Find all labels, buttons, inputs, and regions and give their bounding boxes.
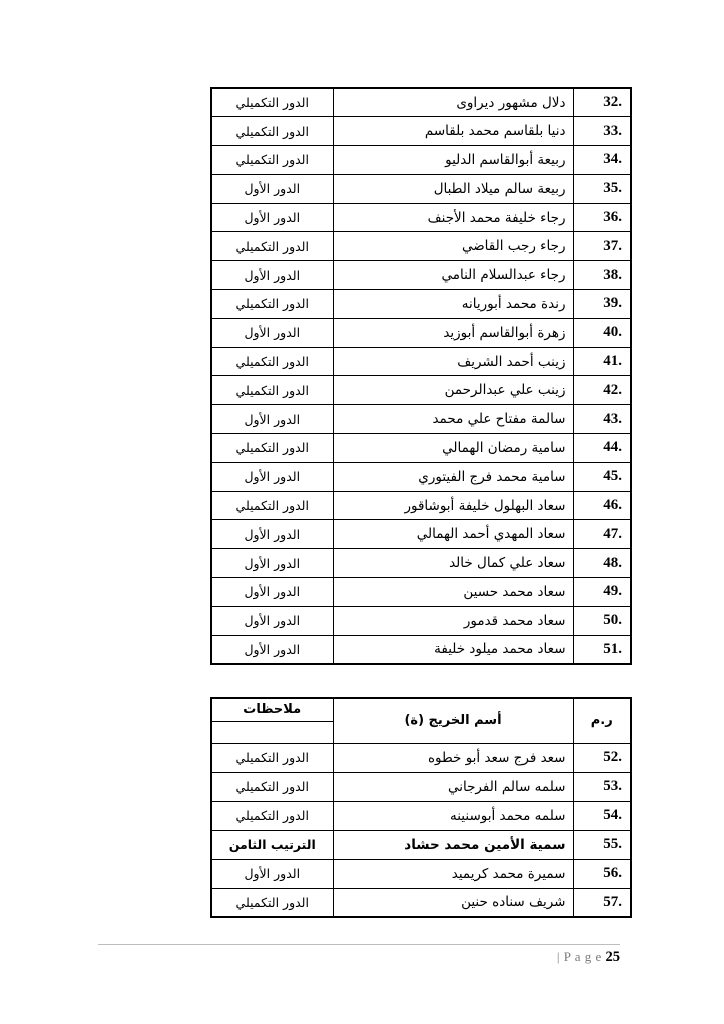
serial-number-cell: 57. [573,888,631,917]
serial-number-cell: 38. [573,261,631,290]
note-cell: الدور التكميلي [211,434,333,463]
page-number: 25 [605,949,620,965]
serial-number-column-header: ر.م [573,698,631,743]
table-row [211,347,631,376]
note-cell: الدور التكميلي [211,743,333,772]
table-row [211,743,631,772]
note-cell: الدور التكميلي [211,290,333,319]
table-row [211,578,631,607]
note-cell: الدور الأول [211,549,333,578]
table-row [211,434,631,463]
header-row [211,698,631,721]
serial-number-cell: 40. [573,318,631,347]
serial-number-cell: 53. [573,772,631,801]
note-cell: الدور التكميلي [211,772,333,801]
serial-number-cell: 50. [573,606,631,635]
note-cell: الترتيب الثامن [211,830,333,859]
graduate-name-cell: زينب علي عبدالرحمن [333,376,573,405]
serial-number-cell: 45. [573,462,631,491]
note-cell: الدور التكميلي [211,347,333,376]
table-row [211,635,631,664]
serial-number-cell: 56. [573,859,631,888]
notes-column-header: ملاحظات [211,698,333,721]
graduates-table-1-body [211,88,631,664]
serial-number-cell: 37. [573,232,631,261]
graduates-table-2-body [211,743,631,917]
serial-number-cell: 35. [573,174,631,203]
table-row [211,290,631,319]
table-row [211,772,631,801]
serial-number-cell: 55. [573,830,631,859]
note-cell: الدور التكميلي [211,146,333,175]
table-row [211,88,631,117]
graduate-name-cell: زينب أحمد الشريف [333,347,573,376]
note-cell: الدور الأول [211,462,333,491]
note-cell: الدور الأول [211,635,333,664]
note-cell: الدور الأول [211,405,333,434]
graduates-table-with-header [210,697,632,918]
graduate-name-cell: سعاد علي كمال خالد [333,549,573,578]
graduate-name-cell: رجاء رجب القاضي [333,232,573,261]
table-row [211,318,631,347]
graduate-name-cell: سعاد محمد قدمور [333,606,573,635]
graduate-name-cell: رجاء عبدالسلام النامي [333,261,573,290]
graduate-name-cell: سلمه سالم الفرجاني [333,772,573,801]
note-cell: الدور الأول [211,578,333,607]
serial-number-cell: 51. [573,635,631,664]
table-row [211,801,631,830]
graduate-name-cell: سمية الأمين محمد حشاد [333,830,573,859]
graduate-name-cell: سامية رمضان الهمالي [333,434,573,463]
graduate-name-cell: سعاد محمد حسين [333,578,573,607]
note-cell: الدور الأول [211,203,333,232]
graduate-name-column-header: أسم الخريج (ة) [333,698,573,743]
serial-number-cell: 42. [573,376,631,405]
note-cell: الدور التكميلي [211,88,333,117]
note-cell: الدور التكميلي [211,117,333,146]
graduate-name-cell: سميرة محمد كريميد [333,859,573,888]
serial-number-cell: 36. [573,203,631,232]
graduate-name-cell: سعاد محمد ميلود خليفة [333,635,573,664]
table-row [211,146,631,175]
table-row [211,376,631,405]
graduate-name-cell: رندة محمد أبوريانه [333,290,573,319]
serial-number-cell: 48. [573,549,631,578]
note-cell: الدور التكميلي [211,801,333,830]
table-row [211,117,631,146]
table-row [211,520,631,549]
table-row [211,888,631,917]
note-cell: الدور التكميلي [211,376,333,405]
graduate-name-cell: دلال مشهور ديراوى [333,88,573,117]
graduates-table-continued [210,87,632,665]
graduate-name-cell: سعاد البهلول خليفة أبوشاقور [333,491,573,520]
serial-number-cell: 47. [573,520,631,549]
graduate-name-cell: ربيعة سالم ميلاد الطبال [333,174,573,203]
note-cell: الدور التكميلي [211,232,333,261]
serial-number-cell: 52. [573,743,631,772]
table-row [211,859,631,888]
serial-number-cell: 49. [573,578,631,607]
graduate-name-cell: سالمة مفتاح علي محمد [333,405,573,434]
note-cell: الدور الأول [211,859,333,888]
serial-number-cell: 44. [573,434,631,463]
graduate-name-cell: سعاد المهدي أحمد الهمالي [333,520,573,549]
graduate-name-cell: ربيعة أبوالقاسم الدليو [333,146,573,175]
graduate-name-cell: رجاء خليفة محمد الأجنف [333,203,573,232]
table-row [211,549,631,578]
note-cell: الدور التكميلي [211,888,333,917]
table-row [211,405,631,434]
serial-number-cell: 32. [573,88,631,117]
page-footer [98,949,620,966]
serial-number-cell: 34. [573,146,631,175]
table-row [211,261,631,290]
serial-number-cell: 46. [573,491,631,520]
table-row [211,491,631,520]
serial-number-cell: 54. [573,801,631,830]
note-cell: الدور الأول [211,318,333,347]
graduate-name-cell: سلمه محمد أبوسنينه [333,801,573,830]
serial-number-cell: 43. [573,405,631,434]
note-cell: الدور الأول [211,520,333,549]
note-cell: الدور التكميلي [211,491,333,520]
serial-number-cell: 39. [573,290,631,319]
note-cell: الدور الأول [211,174,333,203]
notes-subheader-empty [211,721,333,743]
table-row [211,462,631,491]
graduate-name-cell: دنيا بلقاسم محمد بلقاسم [333,117,573,146]
table-row [211,232,631,261]
note-cell: الدور الأول [211,261,333,290]
serial-number-cell: 41. [573,347,631,376]
graduate-name-cell: سامية محمد فرج الفيتوري [333,462,573,491]
table-row [211,830,631,859]
page-footer-label: | P a g e [556,949,602,964]
footer-separator-line [98,944,620,945]
graduate-name-cell: شريف سناده حنين [333,888,573,917]
graduate-name-cell: زهرة أبوالقاسم أبوزيد [333,318,573,347]
graduate-name-cell: سعد فرج سعد أبو خطوه [333,743,573,772]
table-row [211,174,631,203]
table-row [211,606,631,635]
table-row [211,203,631,232]
note-cell: الدور الأول [211,606,333,635]
serial-number-cell: 33. [573,117,631,146]
